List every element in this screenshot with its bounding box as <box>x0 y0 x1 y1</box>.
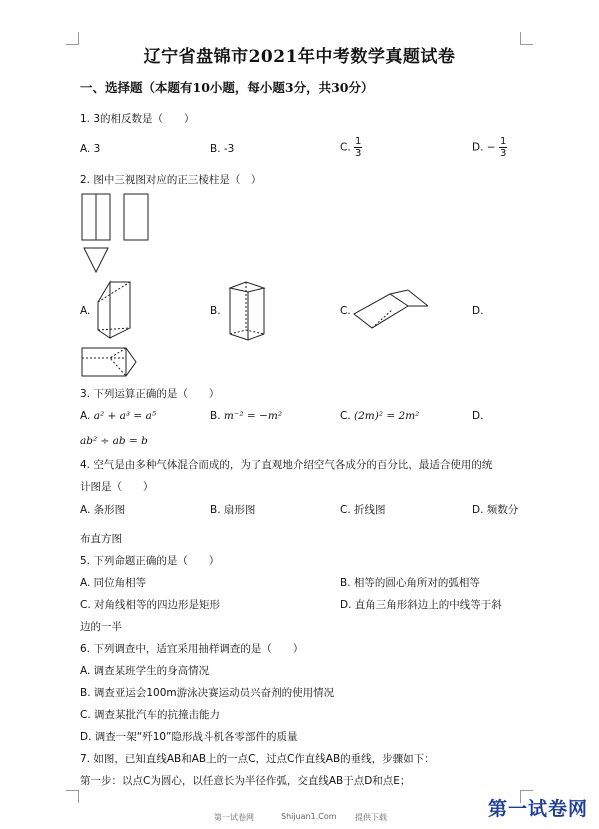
q4-option-a: A. 条形图 <box>80 504 126 516</box>
q3-option-c-label: C. <box>340 410 351 422</box>
prism-option-c-figure <box>352 288 432 332</box>
prism-option-d-figure <box>80 344 140 380</box>
q5-option-c: C. 对角线相等的四边形是矩形 <box>80 599 221 611</box>
q3-option-b <box>210 410 282 422</box>
q6-option-b: B. 调查亚运会100m游泳决赛运动员兴奋剂的使用情况 <box>80 687 335 699</box>
brand-logo-text: 第一试卷网 <box>488 798 589 820</box>
q3-option-b-label: B. <box>210 410 221 422</box>
q4-option-c: C. 折线图 <box>340 504 386 516</box>
q7-stem: 7. 如图，已知直线AB和AB上的一点C，过点C作直线AB的垂线，步骤如下： <box>80 753 435 765</box>
q1-option-d-fraction <box>499 136 507 159</box>
q6-option-a: A. 调查某班学生的身高情况 <box>80 665 210 677</box>
q3-option-c-expression: (2m)² = 2m² <box>354 410 420 422</box>
q3-option-d-expression: ab² ÷ ab = b <box>80 435 148 447</box>
three-view-figure <box>80 192 155 278</box>
q4-stem-line1: 4. 空气是由多种气体混合而成的，为了直观地介绍空气各成分的百分比，最适合使用的统 <box>80 459 493 471</box>
q1-option-a: A. 3 <box>80 143 101 155</box>
q2-option-c: C. <box>340 305 351 317</box>
q2-option-b: B. <box>210 305 221 317</box>
q1-option-d-label: D. <box>472 141 484 154</box>
q5-option-b: B. 相等的圆心角所对的弧相等 <box>340 577 480 589</box>
q2-option-a: A. <box>80 305 91 317</box>
q3-option-a <box>80 410 156 422</box>
q3-option-a-label: A. <box>80 410 91 422</box>
q1-option-d <box>472 136 507 159</box>
q5-option-d-continued: 边的一半 <box>80 621 122 633</box>
q4-option-b: B. 扇形图 <box>210 504 256 516</box>
q2-stem: 2. 图中三视图对应的正三棱柱是（ ） <box>80 174 262 186</box>
q4-option-d-continued: 布直方图 <box>80 533 122 545</box>
prism-option-b-figure <box>228 280 268 344</box>
q5-option-d: D. 直角三角形斜边上的中线等于斜 <box>340 599 502 611</box>
q1-stem: 1. 3的相反数是（ ） <box>80 113 195 125</box>
q1-option-c-fraction <box>354 136 362 159</box>
fraction-denominator: 3 <box>499 148 507 159</box>
q5-option-a: A. 同位角相等 <box>80 577 147 589</box>
footer-site-name: 第一试卷网 <box>214 813 254 822</box>
q1-option-c-label: C. <box>340 141 351 154</box>
section-heading: 一、选择题（本题有10小题，每小题3分，共30分） <box>80 80 374 95</box>
q7-step1: 第一步：以点C为圆心，以任意长为半径作弧，交直线AB于点D和点E； <box>80 775 411 787</box>
footer-site-url[interactable]: Shijuan1.Com <box>281 812 337 821</box>
q4-option-d: D. 频数分 <box>472 504 519 516</box>
q1-option-b: B. -3 <box>210 143 235 155</box>
q6-option-c: C. 调查某批汽车的抗撞击能力 <box>80 709 221 721</box>
q1-option-c <box>340 136 362 159</box>
crop-mark-bottom-left <box>66 790 79 803</box>
q3-option-a-expression: a² + a³ = a⁵ <box>93 410 157 422</box>
page-title: 辽宁省盘锦市2021年中考数学真题试卷 <box>143 47 456 67</box>
prism-option-a-figure <box>96 280 134 342</box>
fraction-numerator: 1 <box>355 136 362 147</box>
q2-option-d: D. <box>472 305 484 317</box>
q3-option-c <box>340 410 419 422</box>
q6-stem: 6. 下列调查中，适宜采用抽样调查的是（ ） <box>80 643 304 655</box>
q1-option-d-sign: − <box>486 141 496 154</box>
fraction-numerator: 1 <box>499 136 507 147</box>
q5-stem: 5. 下列命题正确的是（ ） <box>80 555 220 567</box>
q3-option-b-expression: m⁻² = −m² <box>223 410 283 422</box>
q6-option-d: D. 调查一架“歼10”隐形战斗机各零部件的质量 <box>80 731 298 743</box>
footer-provide-download: 提供下载 <box>355 813 387 822</box>
q3-stem: 3. 下列运算正确的是（ ） <box>80 388 220 400</box>
q3-option-d: D. <box>472 410 484 422</box>
q4-stem-line2: 计图是（ ） <box>80 481 154 493</box>
fraction-denominator: 3 <box>355 148 362 159</box>
